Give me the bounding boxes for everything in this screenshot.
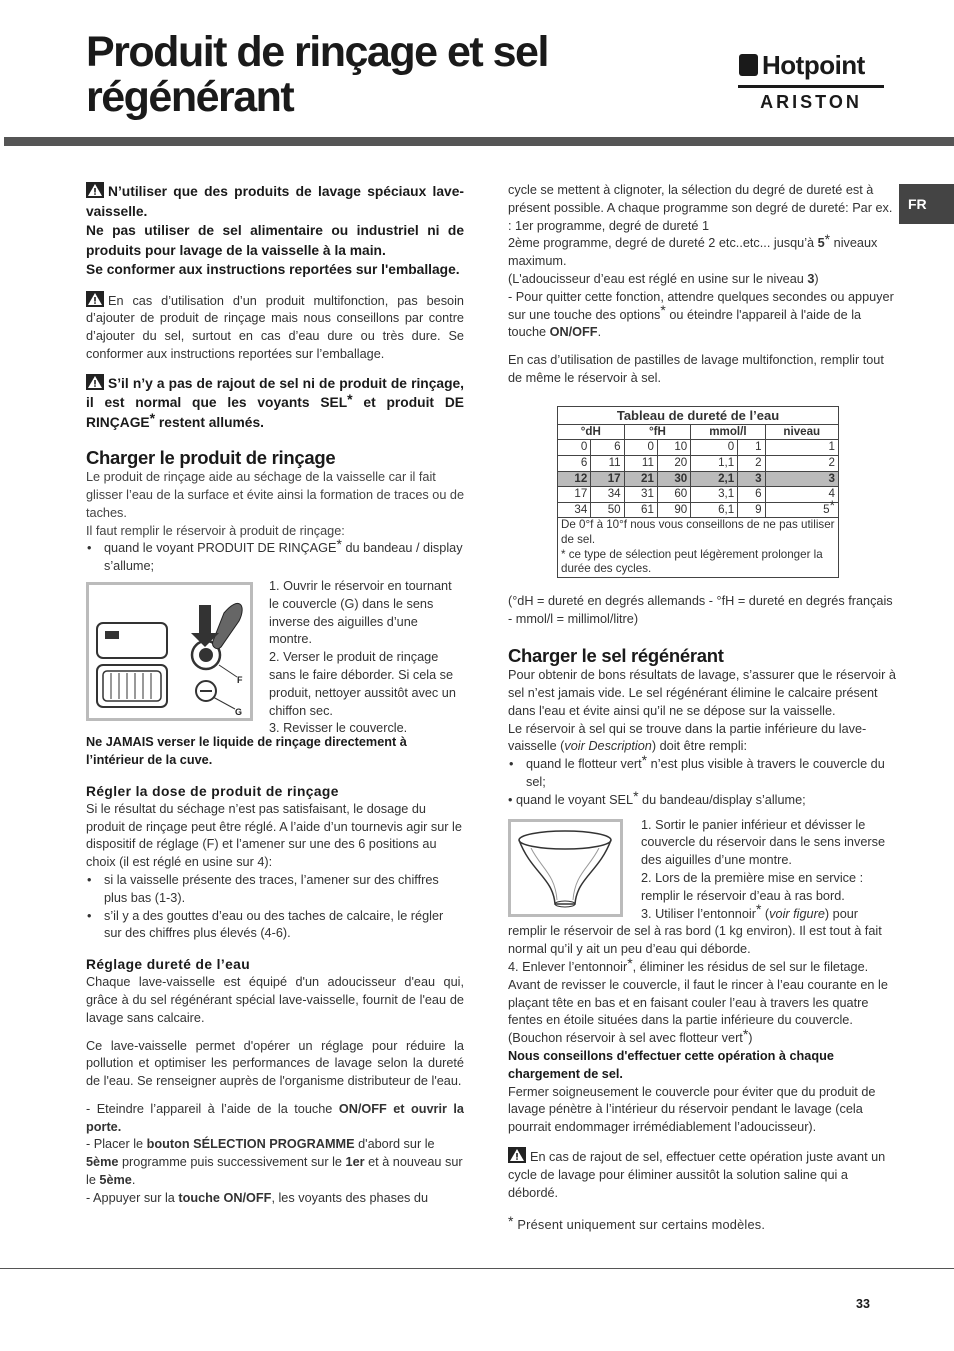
hardness-levels: 2ème programme, degré de dureté 2 etc..etc... jusqu’à 5* niveaux maximum.	[508, 231, 878, 269]
dose-paragraph: Si le résultat du séchage n’est pas satisfaisant, le dosage du produit de rinçage peut être réglé. A l’aide d’un tournevis agir sur le dispositif de réglage (F) et l’amener sur une des 6 positions au choix (il est réglé en usine sur 4):	[86, 801, 462, 870]
table-caption: Tableau de dureté de l’eau	[558, 406, 839, 424]
table-row	[558, 440, 839, 456]
salt-warning: En cas de rajout de sel, effectuer cette opération juste avant un cycle de lavage pour éliminer aussitôt la solution saline qui a débordé.	[508, 1147, 896, 1202]
table-cell: 61	[624, 502, 657, 518]
table-row	[558, 502, 839, 518]
table-cell: 6	[738, 487, 765, 503]
multifunction-note: En cas d’utilisation de pastilles de lavage multifonction, remplir tout de même le réservoir à sel.	[508, 353, 884, 385]
warning-icon	[86, 291, 104, 307]
rinse-step-3: 3. Revisser le couvercle.	[269, 721, 408, 736]
salt-step-4: 4. Enlever l’entonnoir*, éliminer les résidus de sel sur le filetage. Avant de revisser le couvercle, il faut le rincer à l’eau courante en le plaçant tête en bas et en faisant couler l’eau à travers les quatre fentes en étoile situées dans la partie inférieure du couvercle. (Bouchon réservoir à sel avec flotteur vert*)	[508, 954, 888, 1046]
table-cell: 20	[657, 455, 690, 471]
salt-when-item: • quand le flotteur vert* n’est plus visible à travers le couvercle du sel;	[508, 756, 896, 792]
rinse-when-item: • quand le voyant PRODUIT DE RINÇAGE* du bandeau / display s’allume;	[86, 540, 464, 576]
rinse-when: Il faut remplir le réservoir à produit de rinçage:	[86, 523, 345, 538]
table-cell: 0	[558, 440, 591, 456]
table-cell: 11	[591, 455, 624, 471]
table-cell: 4	[765, 487, 838, 503]
warning-icon	[86, 374, 104, 390]
hardness-exit: - Pour quitter cette fonction, attendre quelques secondes ou appuyer sur une touche des options* ou éteindre l'appareil à l'aide de la touche ON/OFF.	[508, 289, 894, 340]
table-cell: 2	[765, 455, 838, 471]
hotpoint-mark-icon	[739, 54, 758, 76]
brand-logo	[738, 52, 884, 116]
table-cell: 60	[657, 487, 690, 503]
salt-advice: Nous conseillons d'effectuer cette opération à chaque chargement de sel.	[508, 1049, 834, 1081]
table-cell: 2,1	[691, 471, 738, 487]
table-cell: 12	[558, 471, 591, 487]
table-cell: 34	[558, 502, 591, 518]
table-note: De 0°f à 10°f nous vous conseillons de ne pas utiliser de sel. * ce type de sélection peut légèrement prolonger la durée des cycles.	[558, 518, 839, 577]
svg-text:F: F	[237, 674, 243, 685]
hardness-step-3: - Appuyer sur la touche ON/OFF, les voyants des phases du	[86, 1190, 429, 1205]
table-cell: 1	[765, 440, 838, 456]
hardness-step-2: - Placer le bouton SÉLECTION PROGRAMME d'abord sur le 5ème programme puis successivement sur le 1er et à nouveau sur le 5ème.	[86, 1137, 463, 1188]
salt-step-3: 3. Utiliser l’entonnoir* (voir figure) pour remplir le réservoir de sel à ras bord (1 kg environ). Il est tout à fait normal qu’il y ait un peu d’eau qui déborde.	[508, 901, 882, 957]
table-header: niveau	[765, 424, 838, 440]
table-header: °fH	[624, 424, 691, 440]
salt-step-2: 2. Lors de la première mise en service : remplir le réservoir d’eau à ras bord.	[641, 871, 864, 903]
table-cell: 0	[691, 440, 738, 456]
heading-rinse-aid: Charger le produit de rinçage	[86, 447, 336, 469]
dose-item: • s’il y a des gouttes d’eau ou des taches de calcaire, le régler sur des chiffres plus élevés (4-6).	[86, 908, 464, 944]
table-cell: 21	[624, 471, 657, 487]
table-cell: 3	[765, 471, 838, 487]
brand-name: Hotpoint	[762, 50, 865, 80]
table-cell: 6	[591, 440, 624, 456]
table-cell: 10	[657, 440, 690, 456]
salt-close-lid: Fermer soigneusement le couvercle pour éviter que du produit de lavage pénètre à l’intérieur du réservoir pendant le lavage (cela pourrait endommager irrémédiablement l’adoucisseur).	[508, 1084, 876, 1135]
svg-text:G: G	[235, 706, 243, 717]
table-cell: 34	[591, 487, 624, 503]
rinse-step-1: 1. Ouvrir le réservoir en tournant le couvercle (G) dans le sens inverse des aiguilles d’une montre.	[269, 578, 452, 647]
brand-sub: ARISTON	[760, 92, 862, 112]
table-row	[558, 471, 839, 487]
table-row	[558, 487, 839, 503]
table-cell: 30	[657, 471, 690, 487]
hardness-continued: cycle se mettent à clignoter, la sélection du degré de dureté est à présent possible. A chaque programme son degré de dureté: Par ex. : 1er programme, degré de dureté 1	[508, 183, 893, 233]
warning-indicators: S’il n’y a pas de rajout de sel ni de produit de rinçage, il est normal que les voyants SEL* et produit DE RINÇAGE* restent allumés.	[86, 375, 464, 430]
page-title: Produit de rinçage et sel régénérant	[86, 28, 548, 121]
table-cell-star: *	[829, 496, 835, 513]
table-cell: 17	[591, 471, 624, 487]
rinse-dispenser-figure	[86, 582, 253, 721]
salt-intro: Pour obtenir de bons résultats de lavage, s’assurer que le réservoir à sel n’est jamais vide. Le sel régénérant élimine le calcaire présent dans l'eau et évite ainsi qu’il ne se dépose sur la vaisselle.	[508, 668, 896, 718]
units-explanation: (°dH = dureté en degrés allemands - °fH = dureté en degrés français - mmol/l = millimol/litre)	[508, 593, 893, 626]
hardness-adjust: Ce lave-vaisselle permet d'opérer un réglage pour réduire la pollution et optimiser les performances de lavage selon la dureté de l'eau. Se renseigner auprès de l'organisme distributeur de l'eau.	[86, 1038, 464, 1089]
rinse-intro: Le produit de rinçage aide au séchage de la vaisselle car il fait glisser l’eau de la surface et évite ainsi la formation de traces ou de taches.	[86, 470, 465, 520]
hardness-table	[557, 406, 839, 578]
rinse-never-warning: Ne JAMAIS verser le liquide de rinçage directement à l’intérieur de la cuve.	[86, 735, 407, 767]
table-header: mmol/l	[691, 424, 765, 440]
table-cell: 3	[738, 471, 765, 487]
salt-when-item-2: • quand le voyant SEL* du bandeau/display s’allume;	[508, 787, 806, 807]
footnote: * Présent uniquement sur certains modèles.	[508, 1213, 766, 1233]
warning-icon	[508, 1147, 526, 1163]
salt-location: Le réservoir à sel qui se trouve dans la partie inférieure du lave-vaisselle (voir Description) doit être rempli:	[508, 721, 867, 754]
hardness-intro: Chaque lave-vaisselle est équipé d'un adoucisseur d'eau qui, grâce à du sel régénérant spécial lave-vaisselle, fournit de l'eau de lavage sans calcaire.	[86, 975, 464, 1025]
footer-rule	[0, 1268, 954, 1269]
table-cell: 1,1	[691, 455, 738, 471]
hardness-factory: (L'adoucisseur d’eau est réglé en usine sur le niveau 3)	[508, 271, 819, 286]
table-cell: 6,1	[691, 502, 738, 518]
header-rule	[4, 137, 954, 146]
table-cell: 3,1	[691, 487, 738, 503]
table-row	[558, 455, 839, 471]
funnel-figure	[508, 819, 623, 917]
warning-multifunction: En cas d’utilisation d’un produit multifonction, pas besoin d’ajouter de produit de rinçage mais nous conseillons par contre d’ajouter du sel, surtout en cas d’eau dure ou très dure. Se conformer aux instructions reportées sur l’emballage.	[86, 291, 464, 364]
table-cell: 5*	[765, 502, 838, 518]
language-tab: FR	[899, 184, 954, 224]
table-cell: 11	[624, 455, 657, 471]
table-cell: 50	[591, 502, 624, 518]
dose-item: • si la vaisselle présente des traces, l’amener sur des chiffres plus bas (1-3).	[86, 872, 464, 908]
right-column	[508, 182, 896, 1234]
rinse-step-2: 2. Verser le produit de rinçage sans le faire déborder. Si cela se produit, nettoyer aussitôt avec un chiffon sec.	[269, 650, 456, 718]
page-number: 33	[856, 1297, 870, 1311]
table-cell: 0	[624, 440, 657, 456]
heading-water-hardness: Réglage dureté de l’eau	[86, 957, 251, 973]
warning-products: N’utiliser que des produits de lavage spéciaux lave-vaisselle. Ne pas utiliser de sel alimentaire ou industriel ni de produits pour lavage de la vaisselle à la main. Se conformer aux instructions reportées sur l'emballage.	[86, 184, 464, 277]
table-cell: 1	[738, 440, 765, 456]
table-header: °dH	[558, 424, 625, 440]
table-cell: 9	[738, 502, 765, 518]
salt-step-1: 1. Sortir le panier inférieur et dévisser le couvercle du réservoir dans le sens inverse des aiguilles d’une montre.	[641, 817, 885, 868]
heading-salt: Charger le sel régénérant	[508, 645, 724, 667]
heading-rinse-dose: Régler la dose de produit de rinçage	[86, 783, 339, 799]
table-cell: 6	[558, 455, 591, 471]
table-cell: 31	[624, 487, 657, 503]
hardness-step-1: - Eteindre l’appareil à l’aide de la touche ON/OFF et ouvrir la porte.	[86, 1101, 464, 1134]
table-cell: 90	[657, 502, 690, 518]
table-cell: 2	[738, 455, 765, 471]
warning-icon	[86, 182, 104, 198]
table-cell: 17	[558, 487, 591, 503]
left-column	[86, 182, 464, 1208]
